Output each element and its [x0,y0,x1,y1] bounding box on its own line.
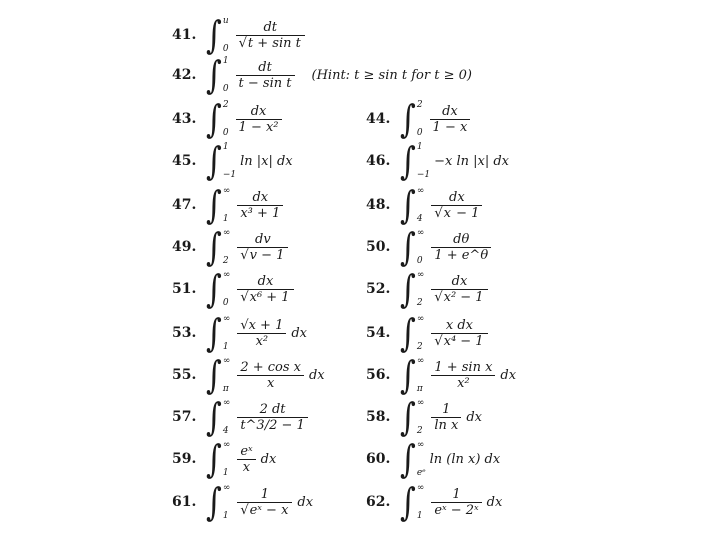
numerator: 1 [442,401,451,417]
integral-symbol: ∫ [205,13,222,57]
upper-limit: ∞ [222,356,231,366]
upper-limit: ∞ [416,356,425,366]
integral-limits [223,186,231,224]
integral-sign [204,183,231,227]
upper-limit: ∞ [416,270,425,280]
problem-item [366,437,501,481]
denominator [431,503,481,518]
problem-item [172,183,286,227]
problem-item [172,437,277,481]
problem-item [366,225,494,269]
integral-symbol: ∫ [205,311,222,355]
integral-limits [223,270,231,308]
lower-limit: 2 [222,256,229,266]
integrand-fraction [236,104,282,135]
integral-symbol: ∫ [205,53,222,97]
numerator: 1 [260,486,269,502]
differential: dx [297,494,314,510]
lower-limit: 0 [222,44,229,54]
denominator-text: x [266,375,275,391]
integral-limits [223,56,229,94]
numerator: 2 + cos x [240,359,301,375]
problem-number: 62. [366,494,391,510]
denominator-text: x² [457,375,470,391]
integral-sign [204,311,231,355]
integral-symbol: ∫ [205,97,222,141]
denominator-text: ln x [434,417,459,433]
problem-item [366,480,503,524]
integral-limits [223,314,231,352]
denominator [253,334,272,349]
problem-number: 52. [366,281,391,297]
integrand-fraction [431,232,491,263]
integral-symbol: ∫ [399,183,416,227]
problem-number: 41. [172,27,197,43]
denominator [430,120,471,135]
integrand-fraction [431,402,461,433]
integral-symbol: ∫ [399,395,416,439]
integral-sign [204,395,231,439]
upper-limit: ∞ [416,398,425,408]
integral-symbol: ∫ [399,437,416,481]
integral-symbol: ∫ [399,225,416,269]
problem-item [172,225,291,269]
integral-sign [398,437,426,481]
problem-item [366,353,517,397]
integrand-fraction [237,190,283,221]
integral-symbol: ∫ [205,437,222,481]
upper-limit: ∞ [416,314,425,324]
radicand: v − 1 [249,247,285,263]
lower-limit: 1 [222,511,229,521]
integral-sign [398,139,431,183]
integral-limits [417,398,425,436]
denominator-text: 1 − x [432,119,468,135]
upper-limit: ∞ [222,314,231,324]
integral-sign [398,311,425,355]
numerator: dx [252,189,269,205]
numerator: dx [442,103,458,119]
lower-limit: 2 [416,426,423,436]
numerator: dx [250,103,267,119]
integrand-fraction [237,402,307,433]
numerator: 2 dt [259,401,286,417]
radicand: x⁶ + 1 [249,289,290,305]
denominator-text: eˣ − 2ˣ [434,502,479,518]
integral-symbol: ∫ [399,480,416,524]
radicand: x² − 1 [443,289,484,305]
denominator [431,206,482,221]
integral-symbol: ∫ [205,267,222,311]
denominator [236,76,295,91]
problem-item [366,97,473,141]
integral-sign [398,480,425,524]
integrand-expression: −x ln |x| dx [434,153,509,169]
problem-number: 42. [172,67,197,83]
integral-sign [398,183,425,227]
problem-number: 43. [172,111,197,127]
numerator: √x + 1 [240,317,284,333]
integral-limits [223,398,231,436]
lower-limit: 1 [416,511,423,521]
upper-limit: u [222,16,229,26]
integral-sign [398,225,425,269]
lower-limit: 2 [416,298,423,308]
lower-limit: −1 [222,170,237,180]
hint-text: (Hint: t ≥ sin t for t ≥ 0) [311,67,472,83]
denominator [431,334,487,349]
denominator [431,248,491,263]
integral-sign [204,225,231,269]
problem-item [172,353,325,397]
integral-symbol: ∫ [399,311,416,355]
upper-limit: ∞ [416,440,425,450]
problem-number: 44. [366,111,391,127]
integral-sign [398,353,425,397]
integral-limits [417,228,425,266]
integral-symbol: ∫ [205,480,222,524]
radical-sign: √ [238,35,247,51]
lower-limit: 0 [416,256,423,266]
lower-limit: π [416,384,423,394]
integral-limits [223,142,236,180]
problem-number: 47. [172,197,197,213]
integral-sign [204,480,231,524]
numerator: dv [255,231,271,247]
lower-limit: π [222,384,229,394]
denominator [237,248,288,263]
denominator-text: 1 + e^θ [434,247,489,263]
denominator-suffix: − 1 [451,205,480,221]
problem-item [172,53,472,97]
integral-limits [417,270,425,308]
lower-limit: 0 [416,128,423,138]
denominator-text: t − sin t [238,75,292,91]
upper-limit: 1 [222,142,229,152]
integral-limits [223,100,229,138]
problem-item [366,311,491,355]
lower-limit: 1 [222,214,229,224]
lower-limit: eᵉ [416,468,426,478]
denominator-text: x³ + 1 [240,205,281,221]
radical-sign: √ [240,502,249,518]
integral-symbol: ∫ [399,139,416,183]
problem-item [172,97,285,141]
problem-number: 59. [172,451,197,467]
integrand-fraction [237,318,286,349]
denominator [237,290,293,305]
integrand-fraction [431,318,487,349]
radical-sign: √ [240,289,249,305]
lower-limit: 0 [222,84,229,94]
numerator: dt [258,59,272,75]
problem-item [366,183,485,227]
differential: dx [486,494,503,510]
radical-sign: √ [434,333,443,349]
integral-limits [417,440,426,478]
problem-number: 53. [172,325,197,341]
upper-limit: ∞ [416,483,425,493]
problem-number: 56. [366,367,391,383]
denominator [431,418,461,433]
integral-symbol: ∫ [205,139,222,183]
denominator-text: x [242,459,251,475]
integrand-fraction [431,360,495,391]
radicand: x [443,205,451,221]
differential: dx [500,367,517,383]
numerator: 1 + sin x [434,359,493,375]
integrand-fraction [431,274,487,305]
upper-limit: 2 [222,100,229,110]
numerator: eˣ [240,443,253,459]
problem-item [172,13,308,57]
numerator: 1 [452,486,461,502]
differential: dx [291,325,308,341]
integral-sign [204,267,231,311]
problem-number: 55. [172,367,197,383]
problem-number: 57. [172,409,197,425]
upper-limit: ∞ [222,440,231,450]
numerator: dt [263,19,277,35]
integrand-expression: ln |x| dx [240,153,293,169]
radical-sign: √ [240,247,249,263]
integral-symbol: ∫ [205,225,222,269]
lower-limit: 4 [416,214,423,224]
upper-limit: 1 [222,56,229,66]
upper-limit: ∞ [222,228,231,238]
denominator [237,418,307,433]
upper-limit: ∞ [222,186,231,196]
denominator [264,376,277,391]
integral-limits [417,314,425,352]
denominator [236,120,282,135]
integrand-fraction [237,444,255,475]
denominator [236,36,305,51]
upper-limit: ∞ [222,270,231,280]
radical-sign: √ [434,289,443,305]
integral-limits [223,228,231,266]
integrand-fraction [236,20,305,51]
integral-sign [204,53,229,97]
numerator: dx [449,189,465,205]
upper-limit: 2 [416,100,423,110]
problem-item [172,139,293,183]
integral-limits [223,356,231,394]
integral-symbol: ∫ [205,395,222,439]
integral-limits [223,483,231,521]
integral-limits [417,186,425,224]
problem-item [172,311,308,355]
integral-symbol: ∫ [205,353,222,397]
integral-limits [417,356,425,394]
integrand-fraction [430,104,471,135]
denominator [237,206,283,221]
upper-limit: ∞ [416,186,425,196]
differential: dx [466,409,482,425]
integral-limits [417,483,425,521]
problem-item [172,395,311,439]
problem-number: 54. [366,325,391,341]
integral-sign [398,395,425,439]
upper-limit: ∞ [222,398,231,408]
integral-sign [398,267,425,311]
integrand-fraction [431,190,482,221]
radicand: eˣ − x [249,502,289,518]
integral-sign [204,437,231,481]
integrand-fraction [236,60,295,91]
integrand-fraction [237,487,292,518]
lower-limit: 1 [222,342,229,352]
lower-limit: 0 [222,298,229,308]
numerator: dθ [453,231,470,247]
numerator: x dx [445,317,474,333]
lower-limit: 4 [222,426,229,436]
denominator-text: t^3/2 − 1 [240,417,305,433]
problem-number: 50. [366,239,391,255]
integrand-fraction [431,487,481,518]
problem-number: 46. [366,153,391,169]
problem-number: 60. [366,451,391,467]
denominator [237,503,292,518]
integral-sign [204,139,237,183]
integral-symbol: ∫ [399,97,416,141]
integral-symbol: ∫ [205,183,222,227]
upper-limit: 1 [416,142,423,152]
integral-limits [223,16,229,54]
integrand-fraction [237,274,293,305]
denominator-text: x² [255,333,269,349]
integral-sign [204,13,229,57]
problem-number: 51. [172,281,197,297]
problem-number: 48. [366,197,391,213]
integrand-expression: ln (ln x) dx [429,451,501,467]
denominator-text: 1 − x² [238,119,279,135]
problem-item [366,139,509,183]
problem-number: 58. [366,409,391,425]
differential: dx [260,451,277,467]
problem-item [172,267,297,311]
integral-limits [417,142,430,180]
lower-limit: 0 [222,128,229,138]
problem-number: 61. [172,494,197,510]
radicand: t + sin t [247,35,301,51]
lower-limit: 1 [222,468,229,478]
problem-item [172,480,314,524]
denominator [431,290,487,305]
integral-sign [398,97,423,141]
radical-sign: √ [434,205,443,221]
upper-limit: ∞ [222,483,231,493]
problem-number: 45. [172,153,197,169]
numerator: dx [451,273,468,289]
integral-symbol: ∫ [399,267,416,311]
upper-limit: ∞ [416,228,425,238]
integral-sign [204,97,229,141]
radicand: x⁴ − 1 [443,333,484,349]
problem-item [366,267,491,311]
integral-limits [223,440,231,478]
integral-symbol: ∫ [399,353,416,397]
problem-number: 49. [172,239,197,255]
differential: dx [308,367,325,383]
integrand-fraction [237,232,288,263]
integral-limits [417,100,423,138]
numerator: dx [257,273,274,289]
denominator [240,460,253,475]
problem-item [366,395,482,439]
integral-sign [204,353,231,397]
denominator [454,376,473,391]
integrand-fraction [237,360,304,391]
lower-limit: −1 [416,170,431,180]
lower-limit: 2 [416,342,423,352]
